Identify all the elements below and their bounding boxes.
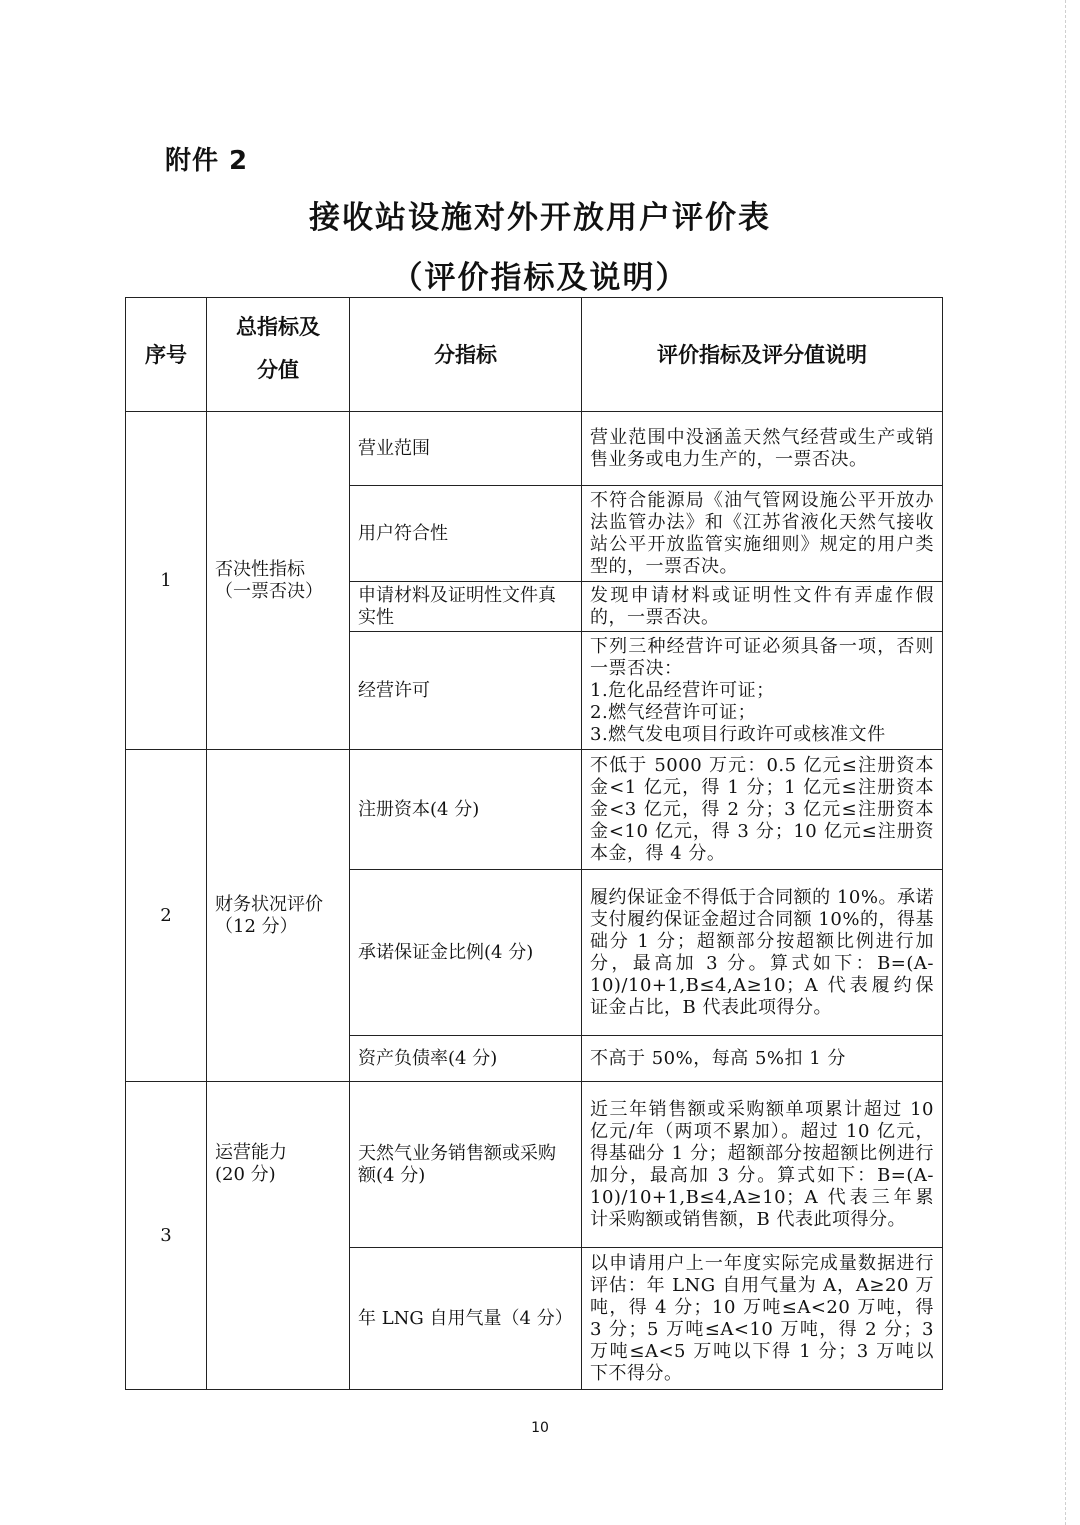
description-cell: 不低于 5000 万元：0.5 亿元≤注册资本金<1 亿元，得 1 分；1 亿元≤注册资本金<3 亿元，得 2 分；3 亿元≤注册资本金<10 亿元，得 3 分；10 亿元≤注册资本金，得 4 分。 — [582, 750, 943, 870]
header-no: 序号 — [126, 298, 207, 412]
group-no-cell: 2 — [126, 750, 207, 1082]
group-total-line1: 运营能力 — [215, 1142, 287, 1163]
page-number: 10 — [531, 1420, 549, 1436]
header-total-line1: 总指标及 — [236, 314, 320, 339]
table-row — [126, 412, 943, 486]
group-no-cell: 3 — [126, 1082, 207, 1390]
header-total — [207, 298, 350, 412]
description-line: 下列三种经营许可证必须具备一项，否则一票否决： — [590, 635, 934, 679]
description-cell: 营业范围中没涵盖天然气经营或生产或销售业务或电力生产的，一票否决。 — [582, 412, 943, 486]
description-cell: 以申请用户上一年度实际完成量数据进行评估：年 LNG 自用气量为 A，A≥20 万吨，得 4 分；10 万吨≤A<20 万吨，得 3 分；5 万吨≤A<10 万吨，得 2 分；3 万吨≤A<5 万吨以下得 1 分；3 万吨以下不得分。 — [582, 1248, 943, 1390]
description-cell: 不高于 50%，每高 5%扣 1 分 — [582, 1036, 943, 1082]
page-subtitle: （评价指标及说明） — [391, 260, 689, 296]
group-total-line1: 财务状况评价 — [215, 893, 323, 915]
sub-indicator-cell: 注册资本(4 分) — [350, 750, 582, 870]
group-total-line1: 否决性指标 — [215, 558, 305, 580]
group-no-cell: 1 — [126, 412, 207, 750]
description-line: 1.危化品经营许可证； — [590, 679, 775, 701]
group-total-line2: （12 分） — [215, 915, 298, 937]
description-cell: 不符合能源局《油气管网设施公平开放办法监管办法》和《江苏省液化天然气接收站公平开放监管实施细则》规定的用户类型的，一票否决。 — [582, 486, 943, 582]
table-header-row — [126, 298, 943, 412]
table-row — [126, 750, 943, 870]
description-line: 3.燃气发电项目行政许可或核准文件 — [590, 723, 886, 745]
sub-indicator-cell: 用户符合性 — [350, 486, 582, 582]
description-cell: 履约保证金不得低于合同额的 10%。承诺支付履约保证金超过合同额 10%的，得基础分 1 分；超额部分按超额比例进行加分，最高加 3 分。算式如下：B=(A-10)/10+1,B≤4,A≥10；A 代表履约保证金占比，B 代表此项得分。 — [582, 870, 943, 1036]
sub-indicator-cell: 经营许可 — [350, 632, 582, 750]
group-total-line2: (20 分) — [215, 1164, 276, 1185]
description-cell: 近三年销售额或采购额单项累计超过 10 亿元/年（两项不累加）。超过 10 亿元，得基础分 1 分；超额部分按超额比例进行加分，最高加 3 分。算式如下：B=(A-10)/10+1,B≤4,A≥10；A 代表三年累计采购额或销售额，B 代表此项得分。 — [582, 1082, 943, 1248]
header-sub: 分指标 — [350, 298, 582, 412]
sub-indicator-cell: 资产负债率(4 分) — [350, 1036, 582, 1082]
attachment-label: 附件 2 — [165, 146, 249, 176]
sub-indicator-cell: 天然气业务销售额或采购额(4 分) — [350, 1082, 582, 1248]
group-total-cell — [207, 412, 350, 750]
description-line: 2.燃气经营许可证； — [590, 701, 757, 723]
sub-indicator-cell: 申请材料及证明性文件真实性 — [350, 582, 582, 632]
sub-indicator-cell: 年 LNG 自用气量（4 分） — [350, 1248, 582, 1390]
evaluation-table — [125, 297, 943, 1390]
group-total-line2: （一票否决） — [215, 580, 323, 602]
header-total-line2: 分值 — [257, 357, 299, 382]
sub-indicator-cell: 承诺保证金比例(4 分) — [350, 870, 582, 1036]
sub-indicator-cell: 营业范围 — [350, 412, 582, 486]
table-row — [126, 1082, 943, 1248]
group-total-cell — [207, 1082, 350, 1390]
header-desc: 评价指标及评分值说明 — [582, 298, 943, 412]
group-total-cell — [207, 750, 350, 1082]
description-cell: 发现申请材料或证明性文件有弄虚作假的，一票否决。 — [582, 582, 943, 632]
description-cell — [582, 632, 943, 750]
page-title: 接收站设施对外开放用户评价表 — [309, 200, 771, 236]
